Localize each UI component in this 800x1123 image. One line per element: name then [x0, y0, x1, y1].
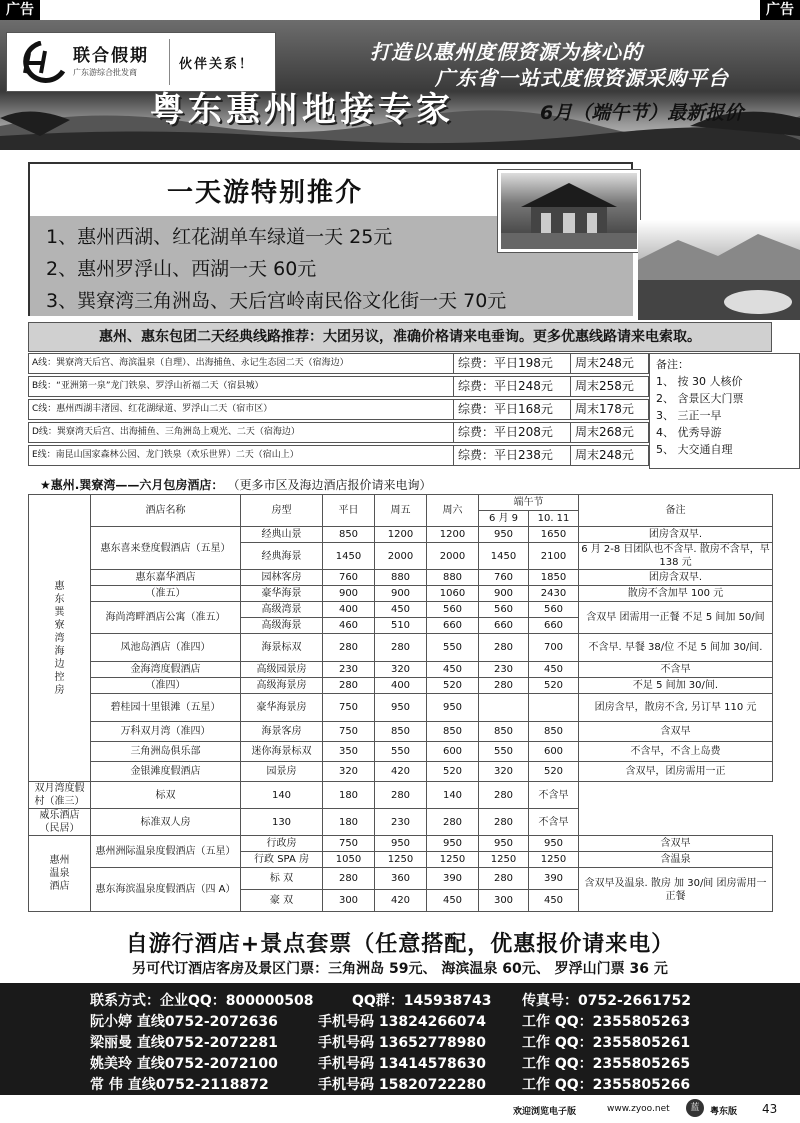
room-type: 高级海景房	[241, 678, 323, 694]
price-cell: 320	[375, 662, 427, 678]
note-item: 3、 三正一早	[656, 409, 722, 422]
price-cell: 520	[427, 762, 479, 782]
price-cell: 280	[479, 782, 529, 809]
price-cell: 750	[323, 694, 375, 722]
price-cell: 760	[323, 570, 375, 586]
price-cell: 550	[479, 742, 529, 762]
col-header-room: 房型	[241, 495, 323, 527]
route-weekday-price: 综费：平日238元	[454, 445, 571, 466]
notes-title: 备注：	[656, 358, 689, 371]
route-weekend-price: 周末248元	[571, 445, 649, 466]
price-cell: 300	[479, 890, 529, 912]
hotel-title: ★惠州.巽寮湾——六月包房酒店：	[40, 478, 224, 492]
route-weekday-price: 综费：平日198元	[454, 353, 571, 374]
price-cell: 180	[323, 782, 375, 809]
logo-divider	[169, 39, 170, 85]
price-cell: 230	[479, 662, 529, 678]
price-cell: 1250	[479, 852, 529, 868]
landscape-icon	[638, 220, 800, 320]
hotel-name: 海尚湾畔酒店公寓（准五）	[91, 602, 241, 634]
contact-work-qq: 工作 QQ：2355805266	[522, 1077, 691, 1093]
hotel-note: 不含早	[529, 809, 579, 836]
table-row	[29, 809, 773, 836]
page-number: 43	[762, 1102, 778, 1116]
room-type: 经典山景	[241, 527, 323, 543]
route-desc: E线：南昆山国家森林公园、龙门铁泉（欢乐世界）二天（宿山上）	[28, 445, 454, 466]
price-cell: 2000	[427, 543, 479, 570]
contact-mobile: 手机号码 13824266074	[318, 1014, 487, 1030]
col-header-notes: 备注	[579, 495, 773, 527]
route-weekday-price: 综费：平日248元	[454, 376, 571, 397]
hotel-note: 团房含双早.	[579, 570, 773, 586]
table-row	[29, 836, 773, 852]
contact-work-qq: 工作 QQ：2355805261	[522, 1035, 691, 1051]
hotel-name: 惠州洲际温泉度假酒店（五星）	[91, 836, 241, 868]
room-type: 高级湾景	[241, 602, 323, 618]
price-cell: 420	[375, 890, 427, 912]
price-cell: 450	[427, 890, 479, 912]
hotel-note: 不含早，不含上岛费	[579, 742, 773, 762]
room-type: 高级园景房	[241, 662, 323, 678]
price-cell: 660	[427, 618, 479, 634]
hotel-note: 6 月 2-8 日团队也不含早. 散房不含早，早 138 元	[579, 543, 773, 570]
price-cell: 880	[375, 570, 427, 586]
price-cell: 660	[479, 618, 529, 634]
hotel-name: 双月湾度假村（准三）	[29, 782, 91, 809]
room-type: 豪 双	[241, 890, 323, 912]
price-cell: 950	[375, 836, 427, 852]
table-row	[29, 527, 773, 543]
price-cell: 420	[375, 762, 427, 782]
classic-routes-title: 惠州、惠东包团二天经典线路推荐：大团另议，准确价格请来电垂询。更多优惠线路请来电索取。	[28, 322, 772, 352]
price-cell: 950	[427, 694, 479, 722]
ad-label-right: 广告	[760, 0, 800, 20]
price-cell: 950	[375, 694, 427, 722]
table-row	[29, 662, 773, 678]
price-cell: 1250	[375, 852, 427, 868]
room-type: 行政房	[241, 836, 323, 852]
price-cell: 360	[375, 868, 427, 890]
room-type: 高级海景	[241, 618, 323, 634]
route-notes	[649, 353, 800, 469]
table-row	[29, 694, 773, 722]
contact-work-qq: 工作 QQ：2355805265	[522, 1056, 691, 1072]
hotel-note: 含双早 团需用一正餐 不足 5 间加 50/间	[579, 602, 773, 634]
room-type: 豪华海景房	[241, 694, 323, 722]
price-cell: 950	[479, 527, 529, 543]
room-type: 迷你海景标双	[241, 742, 323, 762]
price-cell: 300	[323, 890, 375, 912]
hotel-name: 惠东海滨温泉度假酒店（四 A）	[91, 868, 241, 912]
price-tag: 6月（端午节）最新报价	[540, 102, 744, 124]
contact-mobile: 手机号码 13414578630	[318, 1056, 487, 1072]
room-type: 标 双	[241, 868, 323, 890]
route-desc: D线：巽寮湾天后宫、出海捕鱼、三角洲岛上观光、二天（宿海边）	[28, 422, 454, 443]
price-cell: 390	[529, 868, 579, 890]
hotel-note: 不含早	[579, 662, 773, 678]
table-row	[28, 422, 680, 443]
price-cell: 950	[529, 836, 579, 852]
price-cell: 180	[323, 809, 375, 836]
table-row	[29, 722, 773, 742]
table-row	[29, 762, 773, 782]
col-header-sat: 周六	[427, 495, 479, 527]
price-cell: 1850	[529, 570, 579, 586]
price-cell: 280	[479, 634, 529, 662]
price-cell: 450	[529, 662, 579, 678]
price-cell: 280	[479, 868, 529, 890]
route-weekend-price: 周末258元	[571, 376, 649, 397]
price-cell: 560	[427, 602, 479, 618]
price-cell: 140	[241, 782, 323, 809]
col-header-fri: 周五	[375, 495, 427, 527]
footer-url-link[interactable]: www.zyoo.net	[607, 1104, 670, 1114]
price-cell: 550	[427, 634, 479, 662]
price-cell: 850	[479, 722, 529, 742]
room-type: 海景标双	[241, 634, 323, 662]
contact-company-qq: 联系方式：企业QQ：800000508	[90, 993, 314, 1009]
col-header-name: 酒店名称	[91, 495, 241, 527]
hotel-name: 金海湾度假酒店	[91, 662, 241, 678]
temple-photo	[498, 170, 640, 252]
room-type: 行政 SPA 房	[241, 852, 323, 868]
selfdrive-headline: 自游行酒店+景点套票（任意搭配，优惠报价请来电）	[125, 932, 675, 957]
table-row	[29, 602, 773, 618]
brand-subtitle: 广东游综合批发商	[73, 68, 137, 77]
slogan-line-2: 广东省一站式度假资源采购平台	[435, 66, 729, 90]
hotel-name: （准五）	[91, 586, 241, 602]
partner-slogan: 伙伴关系！	[179, 57, 255, 72]
ad-label-left: 广告	[0, 0, 40, 20]
hotel-note: 含温泉	[579, 852, 773, 868]
note-item: 5、 大交通自理	[656, 443, 733, 456]
price-cell: 450	[427, 662, 479, 678]
footer-welcome: 欢迎浏览电子版	[513, 1107, 577, 1117]
contact-person-line: 姚美玲 直线0752-2072100	[90, 1056, 278, 1072]
table-row	[29, 782, 773, 809]
banner-title: 粤东惠州地接专家	[150, 90, 454, 130]
price-cell: 460	[323, 618, 375, 634]
room-type: 经典海景	[241, 543, 323, 570]
temple-icon	[501, 173, 637, 249]
price-cell: 880	[427, 570, 479, 586]
oneday-title: 一天游特别推介	[166, 178, 363, 208]
price-cell: 230	[375, 809, 427, 836]
price-cell: 400	[323, 602, 375, 618]
col-header-weekday: 平日	[323, 495, 375, 527]
contact-mobile: 手机号码 13652778980	[318, 1035, 487, 1051]
slogan-line-1: 打造以惠州度假资源为核心的	[370, 40, 643, 64]
hotel-name: 万科双月湾（准四）	[91, 722, 241, 742]
table-row	[28, 353, 680, 374]
route-weekend-price: 周末178元	[571, 399, 649, 420]
edition-badge-icon: 蓝	[686, 1099, 704, 1117]
uh-logo-icon	[15, 41, 67, 83]
room-type: 园景房	[241, 762, 323, 782]
price-cell: 280	[375, 634, 427, 662]
price-cell: 280	[323, 868, 375, 890]
hotel-name: 三角洲岛俱乐部	[91, 742, 241, 762]
hotel-note: 不含早	[529, 782, 579, 809]
hotel-note: 含双早	[579, 836, 773, 852]
price-cell: 760	[479, 570, 529, 586]
route-weekend-price: 周末268元	[571, 422, 649, 443]
route-desc: C线：惠州西湖丰渚园、红花湖绿道、罗浮山二天（宿市区）	[28, 399, 454, 420]
price-cell: 850	[323, 527, 375, 543]
price-cell: 280	[427, 809, 479, 836]
price-cell: 280	[479, 678, 529, 694]
price-cell: 900	[479, 586, 529, 602]
page-footer	[0, 1096, 800, 1123]
region-label-coast: 惠东巽寮湾海边控房	[29, 495, 91, 782]
hotel-price-table	[28, 494, 773, 912]
price-cell: 280	[323, 678, 375, 694]
contact-fax: 传真号：0752-2661752	[522, 993, 691, 1009]
col-header-jun10: 10. 11	[529, 511, 579, 527]
table-row	[29, 634, 773, 662]
price-cell: 850	[375, 722, 427, 742]
price-cell: 390	[427, 868, 479, 890]
hotel-note: 散房不含加早 100 元	[579, 586, 773, 602]
price-cell: 600	[529, 742, 579, 762]
note-item: 2、 含景区大门票	[656, 392, 744, 405]
price-cell: 1450	[479, 543, 529, 570]
price-cell: 1060	[427, 586, 479, 602]
price-cell: 350	[323, 742, 375, 762]
table-row	[28, 376, 680, 397]
price-cell: 700	[529, 634, 579, 662]
room-type: 标双	[91, 782, 241, 809]
price-cell: 660	[529, 618, 579, 634]
price-cell: 520	[427, 678, 479, 694]
price-cell: 320	[479, 762, 529, 782]
route-desc: B线：“亚洲第一泉”龙门铁泉、罗浮山祈福二天（宿县城）	[28, 376, 454, 397]
price-cell	[529, 694, 579, 722]
price-cell: 280	[375, 782, 427, 809]
price-cell	[479, 694, 529, 722]
hotel-note: 团房含双早.	[579, 527, 773, 543]
hotel-subtitle: （更多市区及海边酒店报价请来电询）	[227, 478, 432, 492]
price-cell: 1450	[323, 543, 375, 570]
price-cell: 750	[323, 722, 375, 742]
price-cell: 560	[479, 602, 529, 618]
contact-block	[0, 983, 800, 1095]
list-item: 2、惠州罗浮山、西湖一天 60元	[46, 258, 317, 280]
footer-edition: 粤东版	[710, 1107, 738, 1117]
hotel-name: 碧桂园十里银滩（五星）	[91, 694, 241, 722]
hotel-name: 惠东嘉华酒店	[91, 570, 241, 586]
price-cell: 900	[375, 586, 427, 602]
room-type: 海景客房	[241, 722, 323, 742]
price-cell: 1200	[375, 527, 427, 543]
route-weekday-price: 综费：平日168元	[454, 399, 571, 420]
price-cell: 2000	[375, 543, 427, 570]
table-row	[29, 742, 773, 762]
hotel-note: 含双早及温泉. 散房 加 30/间 团房需用一正餐	[579, 868, 773, 912]
price-cell: 1250	[529, 852, 579, 868]
price-cell: 1050	[323, 852, 375, 868]
hotel-note: 不足 5 间加 30/间.	[579, 678, 773, 694]
hotel-section-title	[40, 476, 432, 493]
contact-person-line: 梁丽曼 直线0752-2072281	[90, 1035, 278, 1051]
price-cell: 850	[427, 722, 479, 742]
table-row	[29, 586, 773, 602]
table-row	[29, 570, 773, 586]
scenery-photo	[638, 220, 800, 320]
price-cell: 450	[529, 890, 579, 912]
contact-work-qq: 工作 QQ：2355805263	[522, 1014, 691, 1030]
table-row	[28, 399, 680, 420]
price-cell: 1200	[427, 527, 479, 543]
route-weekend-price: 周末248元	[571, 353, 649, 374]
price-cell: 400	[375, 678, 427, 694]
price-cell: 950	[479, 836, 529, 852]
table-row	[29, 678, 773, 694]
price-cell: 600	[427, 742, 479, 762]
route-weekday-price: 综费：平日208元	[454, 422, 571, 443]
price-cell: 2100	[529, 543, 579, 570]
note-item: 4、 优秀导游	[656, 426, 722, 439]
price-cell: 320	[323, 762, 375, 782]
price-cell: 280	[323, 634, 375, 662]
price-cell: 950	[427, 836, 479, 852]
hotel-note: 含双早	[579, 722, 773, 742]
price-cell: 850	[529, 722, 579, 742]
room-type: 园林客房	[241, 570, 323, 586]
room-type: 豪华海景	[241, 586, 323, 602]
list-item: 1、惠州西湖、红花湖单车绿道一天 25元	[46, 226, 393, 248]
price-cell: 520	[529, 678, 579, 694]
hotel-name: 凤池岛酒店（准四）	[91, 634, 241, 662]
col-header-jun9: 6 月 9	[479, 511, 529, 527]
table-row	[29, 868, 773, 890]
hotel-name: 金银滩度假酒店	[91, 762, 241, 782]
hotel-note: 不含早. 早餐 38/位 不足 5 间加 30/间.	[579, 634, 773, 662]
contact-mobile: 手机号码 15820722280	[318, 1077, 487, 1093]
room-type: 标准双人房	[91, 809, 241, 836]
brand-name: 联合假期	[73, 46, 149, 66]
hotel-name: 威乐酒店（民居）	[29, 809, 91, 836]
price-cell: 520	[529, 762, 579, 782]
price-cell: 1250	[427, 852, 479, 868]
contact-person-line: 阮小婷 直线0752-2072636	[90, 1014, 278, 1030]
contact-qq-group: QQ群：145938743	[352, 993, 492, 1009]
price-cell: 1650	[529, 527, 579, 543]
hotel-note: 团房含早，散房不含, 另订早 110 元	[579, 694, 773, 722]
price-cell: 750	[323, 836, 375, 852]
price-cell: 900	[323, 586, 375, 602]
note-item: 1、 按 30 人核价	[656, 375, 743, 388]
price-cell: 450	[375, 602, 427, 618]
table-row	[28, 445, 680, 466]
route-desc: A线：巽寮湾天后宫、海滨温泉（自理）、出海捕鱼、永记生态园二天（宿海边）	[28, 353, 454, 374]
contact-person-line: 常 伟 直线0752-2118872	[90, 1077, 269, 1093]
col-header-festival: 端午节	[479, 495, 579, 511]
region-label-hotspring: 惠州温泉酒店	[29, 836, 91, 912]
price-cell: 510	[375, 618, 427, 634]
hotel-name: （准四）	[91, 678, 241, 694]
price-cell: 2430	[529, 586, 579, 602]
hotel-name: 惠东喜来登度假酒店（五星）	[91, 527, 241, 570]
price-cell: 560	[529, 602, 579, 618]
hotel-note: 含双早，团房需用一正	[579, 762, 773, 782]
ticket-agency-line: 另可代订酒店客房及景区门票：三角洲岛 59元、 海滨温泉 60元、 罗浮山门票 36 元	[132, 961, 668, 977]
price-cell: 550	[375, 742, 427, 762]
price-cell: 140	[427, 782, 479, 809]
price-cell: 230	[323, 662, 375, 678]
list-item: 3、巽寮湾三角洲岛、天后宫岭南民俗文化街一天 70元	[46, 290, 507, 312]
price-cell: 130	[241, 809, 323, 836]
price-cell: 280	[479, 809, 529, 836]
